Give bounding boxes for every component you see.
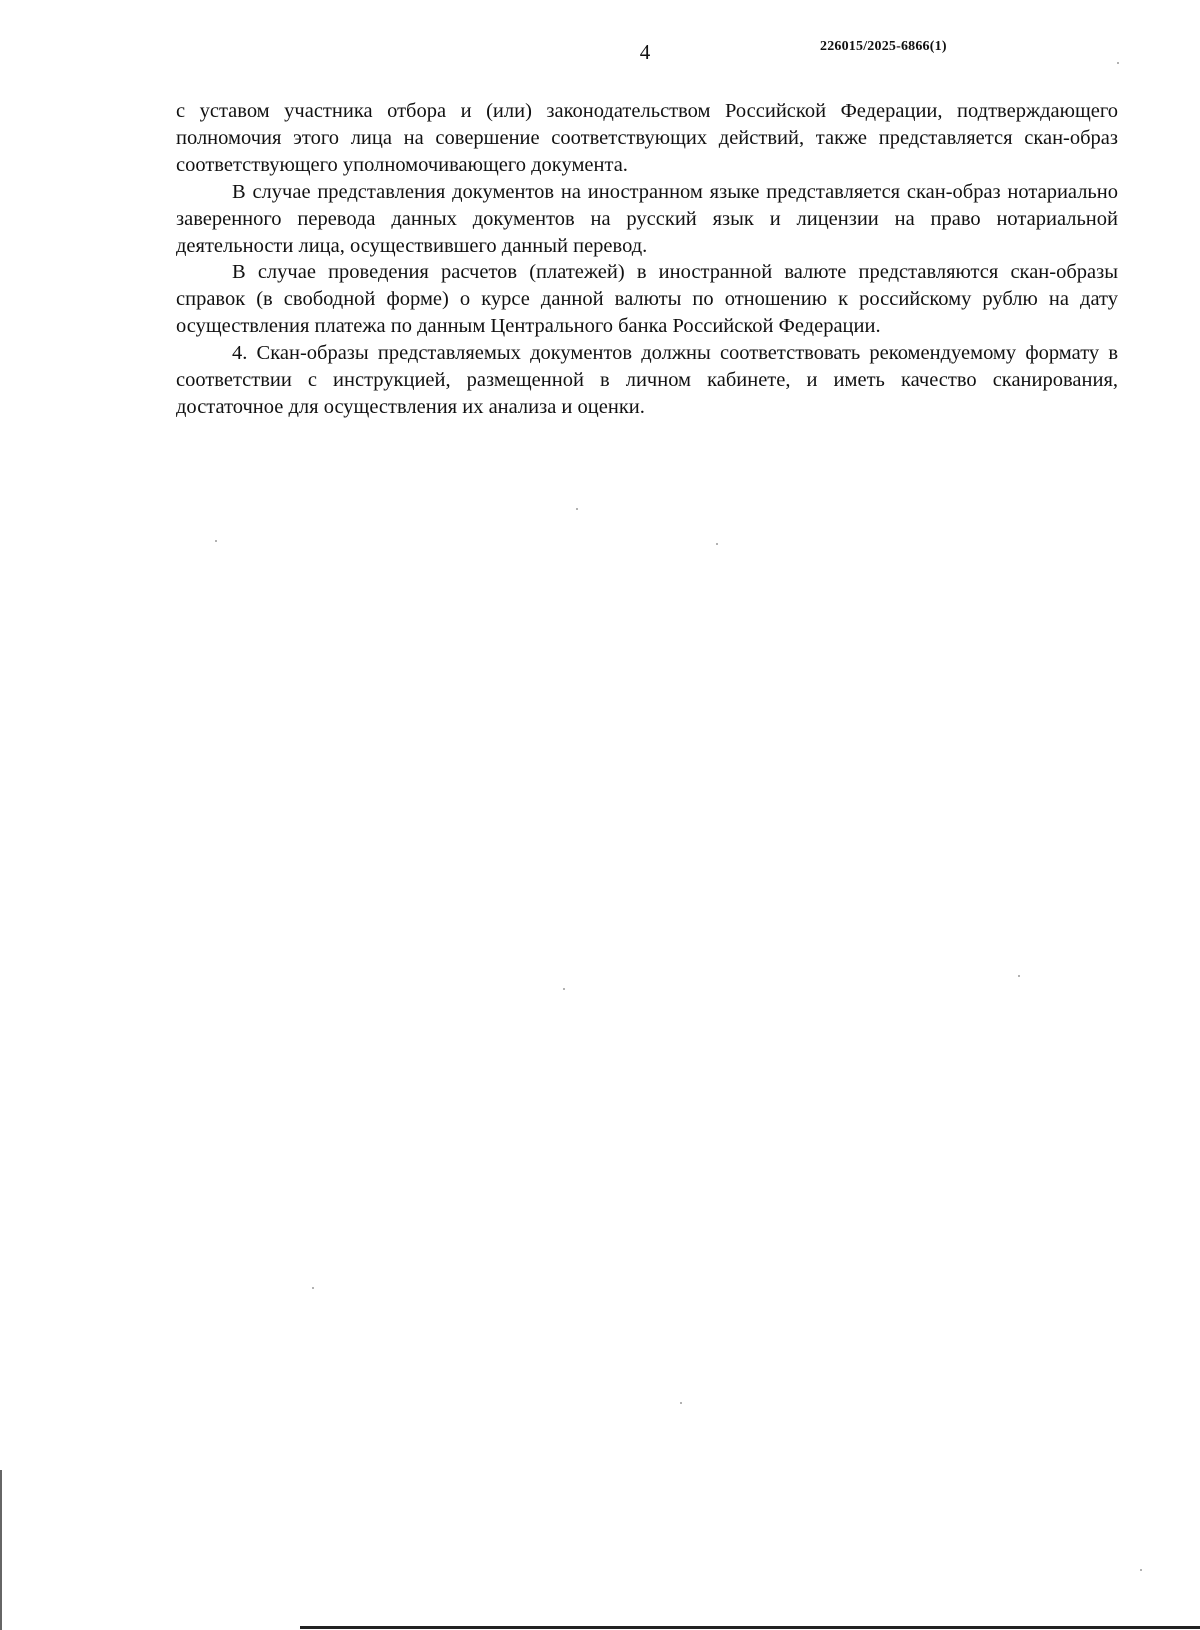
scan-edge-line bbox=[0, 1470, 2, 1630]
page-number: 4 bbox=[639, 40, 651, 64]
scan-speck bbox=[215, 540, 217, 542]
scan-speck bbox=[716, 543, 718, 545]
scan-speck bbox=[312, 1287, 314, 1289]
document-id: 226015/2025-6866(1) bbox=[820, 39, 947, 54]
paragraph-3: В случае проведения расчетов (платежей) в иностранной валюте представляются скан-образы справок (в свободной форме) о курсе данной валюты по отношению к российскому рублю на дату осуществления платежа по данным Центрального банка Российской Федерации. bbox=[176, 261, 1118, 338]
scan-speck bbox=[563, 988, 565, 990]
paragraph-2: В случае представления документов на иностранном языке представляется скан-образ нотариально заверенного перевода данных документов на русский язык и лицензии на право нотариальной деятельности лица, осуществившего данный перевод. bbox=[176, 180, 1118, 257]
scan-edge-line bbox=[300, 1626, 1200, 1629]
scan-speck bbox=[576, 508, 578, 510]
paragraph-4: 4. Скан-образы представляемых документов должны соответствовать рекомендуемому формату в соответствии с инструкцией, размещенной в личном кабинете, и иметь качество сканирования, достаточное для осуществления их анализа и оценки. bbox=[176, 342, 1118, 418]
scan-speck bbox=[1018, 975, 1020, 977]
scan-speck bbox=[680, 1402, 682, 1404]
paragraph-1: с уставом участника отбора и (или) законодательством Российской Федерации, подтверждающего полномочия этого лица на совершение соответствующих действий, также представляется скан-образ соответствующего уполномочивающего документа. bbox=[176, 100, 1118, 176]
document-body bbox=[176, 98, 1118, 421]
scan-speck bbox=[1117, 62, 1119, 64]
scan-speck bbox=[1140, 1569, 1142, 1571]
